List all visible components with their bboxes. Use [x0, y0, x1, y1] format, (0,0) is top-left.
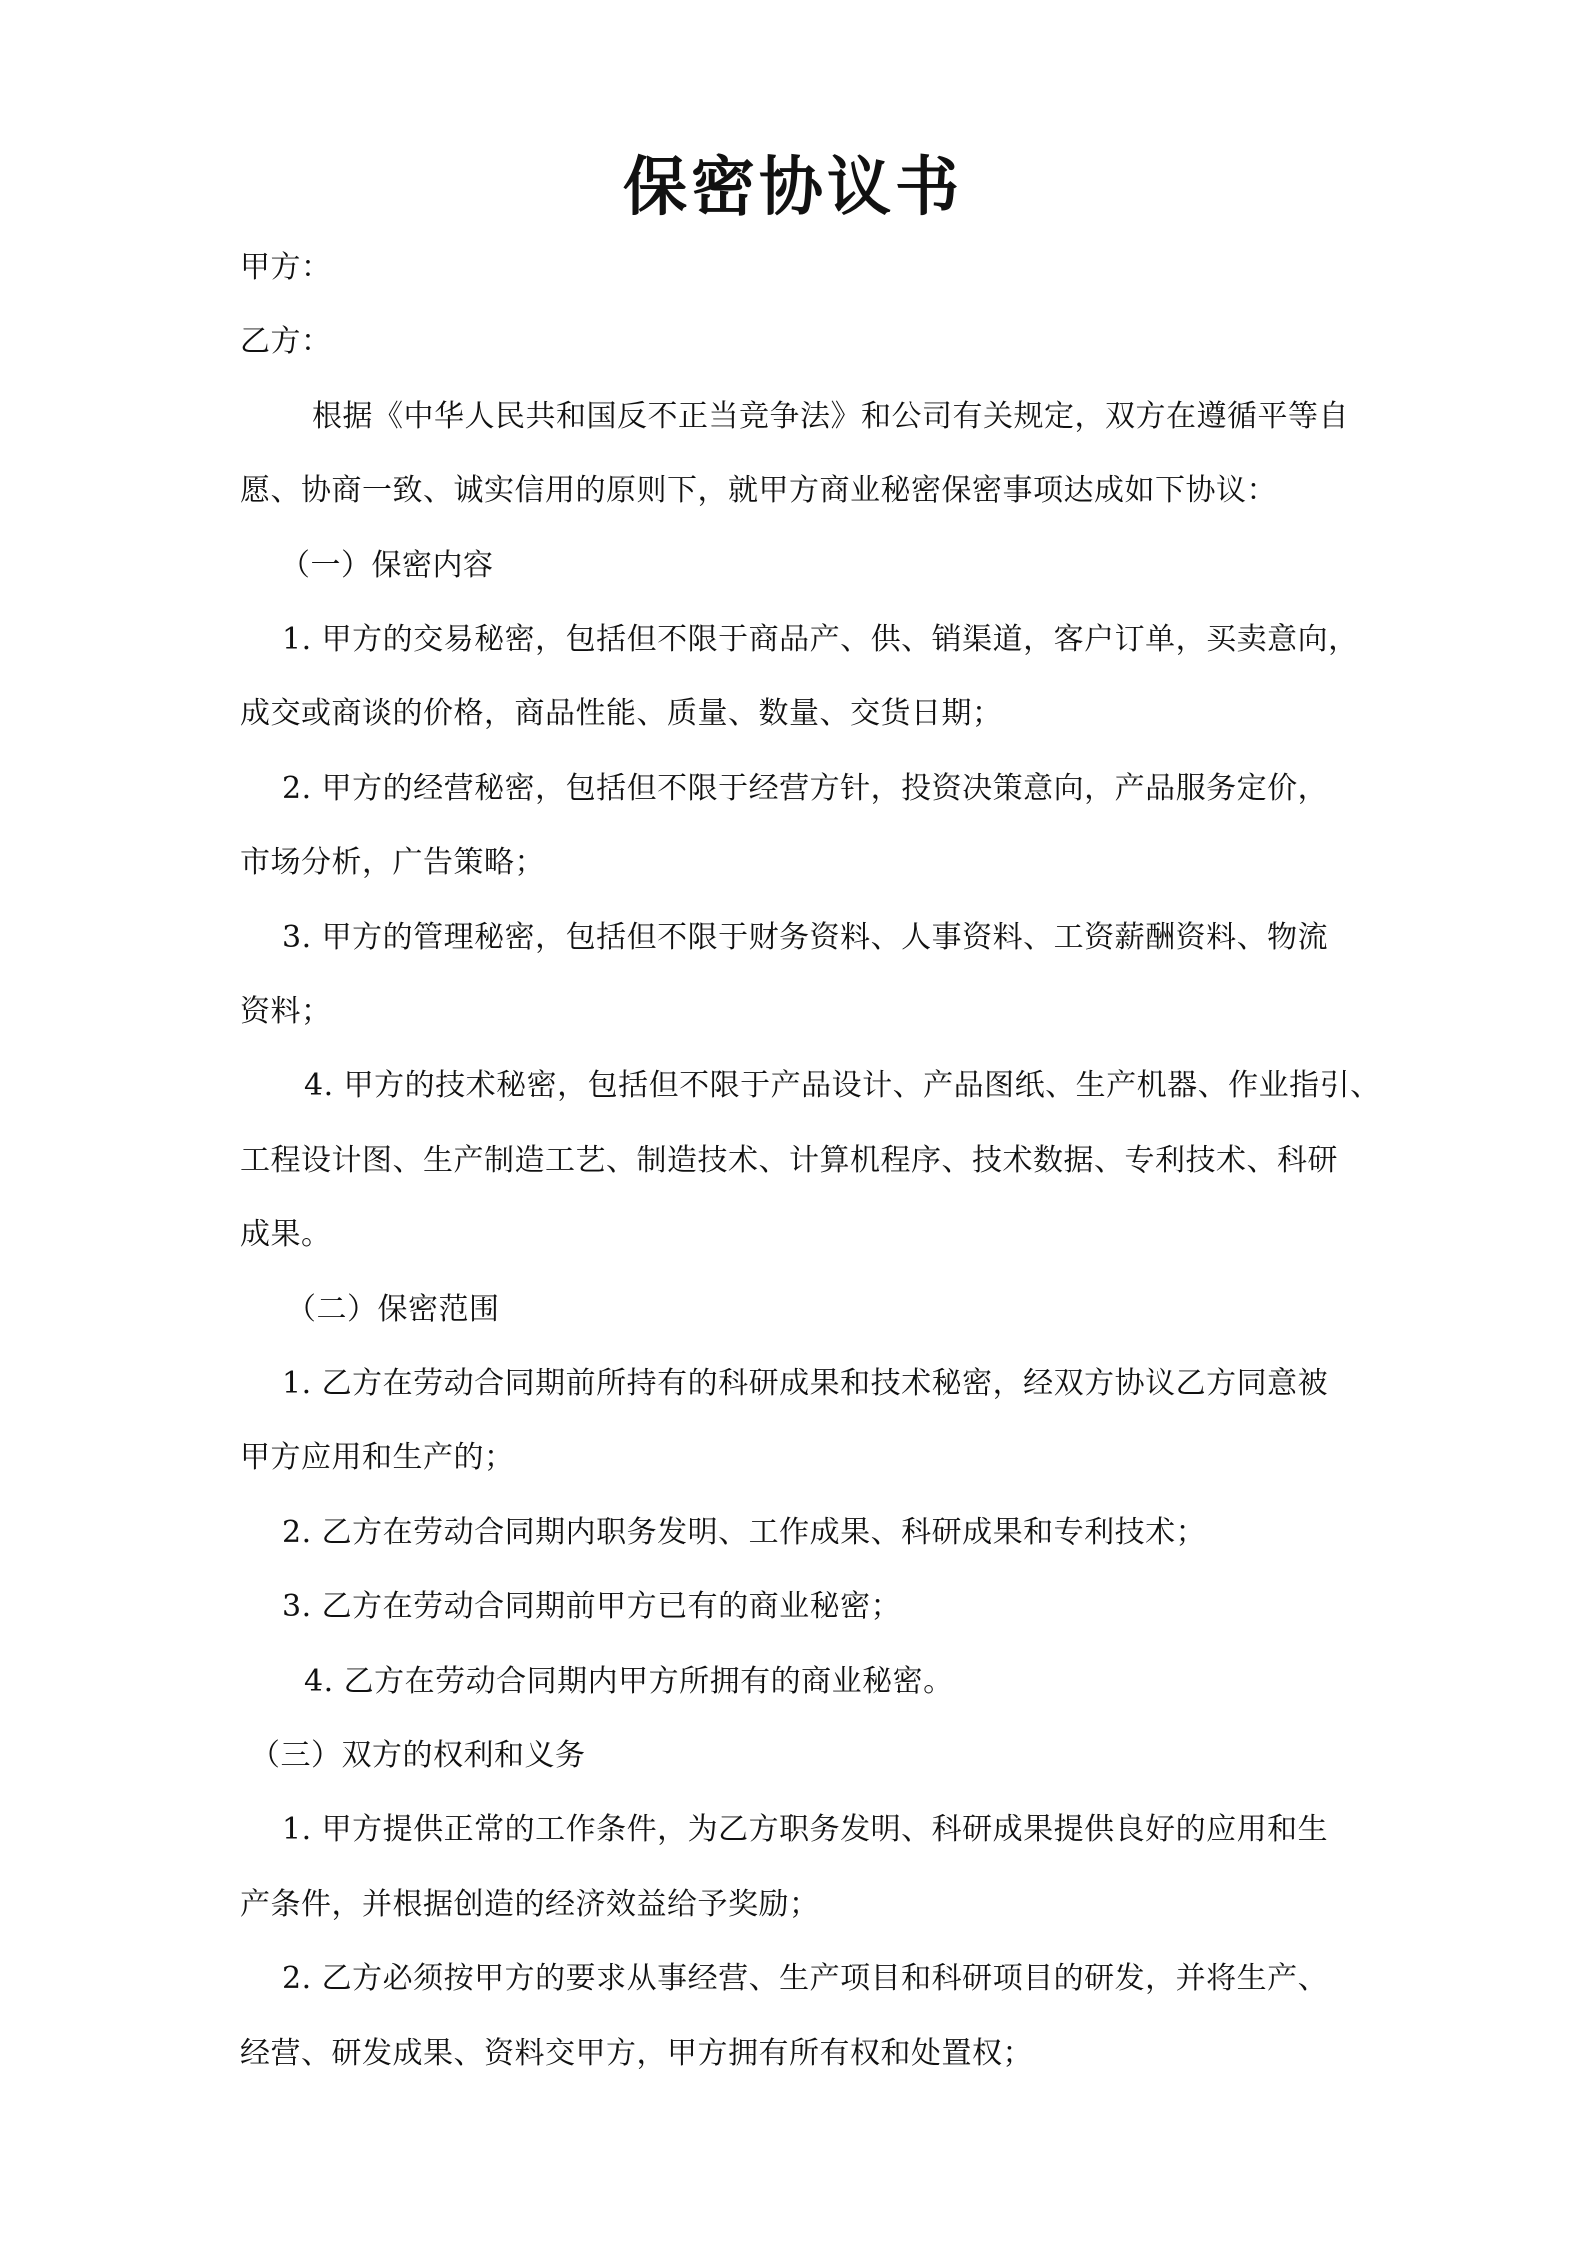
clause-2-2: 2. 乙方在劳动合同期内职务发明、工作成果、科研成果和专利技术； — [282, 1515, 1207, 1550]
clause-2-1-line-1: 1. 乙方在劳动合同期前所持有的科研成果和技术秘密，经双方协议乙方同意被 — [282, 1366, 1329, 1401]
clause-2-4: 4. 乙方在劳动合同期内甲方所拥有的商业秘密。 — [304, 1664, 954, 1699]
clause-1-1-line-1: 1. 甲方的交易秘密，包括但不限于商品产、供、销渠道，客户订单，买卖意向， — [282, 622, 1359, 657]
clause-1-4-line-1: 4. 甲方的技术秘密，包括但不限于产品设计、产品图纸、生产机器、作业指引、 — [304, 1068, 1381, 1103]
clause-1-3-line-1: 3. 甲方的管理秘密，包括但不限于财务资料、人事资料、工资薪酬资料、物流 — [282, 920, 1329, 955]
clause-3-2-line-1: 2. 乙方必须按甲方的要求从事经营、生产项目和科研项目的研发，并将生产、 — [282, 1961, 1329, 1996]
clause-3-2-line-2: 经营、研发成果、资料交甲方，甲方拥有所有权和处置权； — [240, 2036, 1033, 2071]
section-heading-1: （一）保密内容 — [280, 548, 494, 583]
clause-1-4-line-2: 工程设计图、生产制造工艺、制造技术、计算机程序、技术数据、专利技术、科研 — [240, 1143, 1338, 1178]
clause-2-3: 3. 乙方在劳动合同期前甲方已有的商业秘密； — [282, 1589, 902, 1624]
clause-1-2-line-1: 2. 甲方的经营秘密，包括但不限于经营方针，投资决策意向，产品服务定价， — [282, 771, 1329, 806]
document-title: 保密协议书 — [623, 150, 963, 225]
clause-1-4-line-3: 成果。 — [240, 1217, 332, 1252]
preamble-line-2: 愿、协商一致、诚实信用的原则下，就甲方商业秘密保密事项达成如下协议： — [240, 473, 1277, 508]
clause-3-1-line-2: 产条件，并根据创造的经济效益给予奖励； — [240, 1887, 820, 1922]
section-heading-3: （三）双方的权利和义务 — [250, 1738, 586, 1773]
clause-1-1-line-2: 成交或商谈的价格，商品性能、质量、数量、交货日期； — [240, 696, 1003, 731]
preamble-line-1: 根据《中华人民共和国反不正当竞争法》和公司有关规定，双方在遵循平等自 — [312, 399, 1349, 434]
party-a-line: 甲方： — [240, 250, 332, 285]
section-heading-2: （二）保密范围 — [286, 1292, 500, 1327]
party-b-line: 乙方： — [240, 324, 332, 359]
clause-3-1-line-1: 1. 甲方提供正常的工作条件，为乙方职务发明、科研成果提供良好的应用和生 — [282, 1812, 1329, 1847]
clause-1-3-line-2: 资料； — [240, 994, 332, 1029]
clause-2-1-line-2: 甲方应用和生产的； — [240, 1440, 515, 1475]
clause-1-2-line-2: 市场分析，广告策略； — [240, 845, 545, 880]
